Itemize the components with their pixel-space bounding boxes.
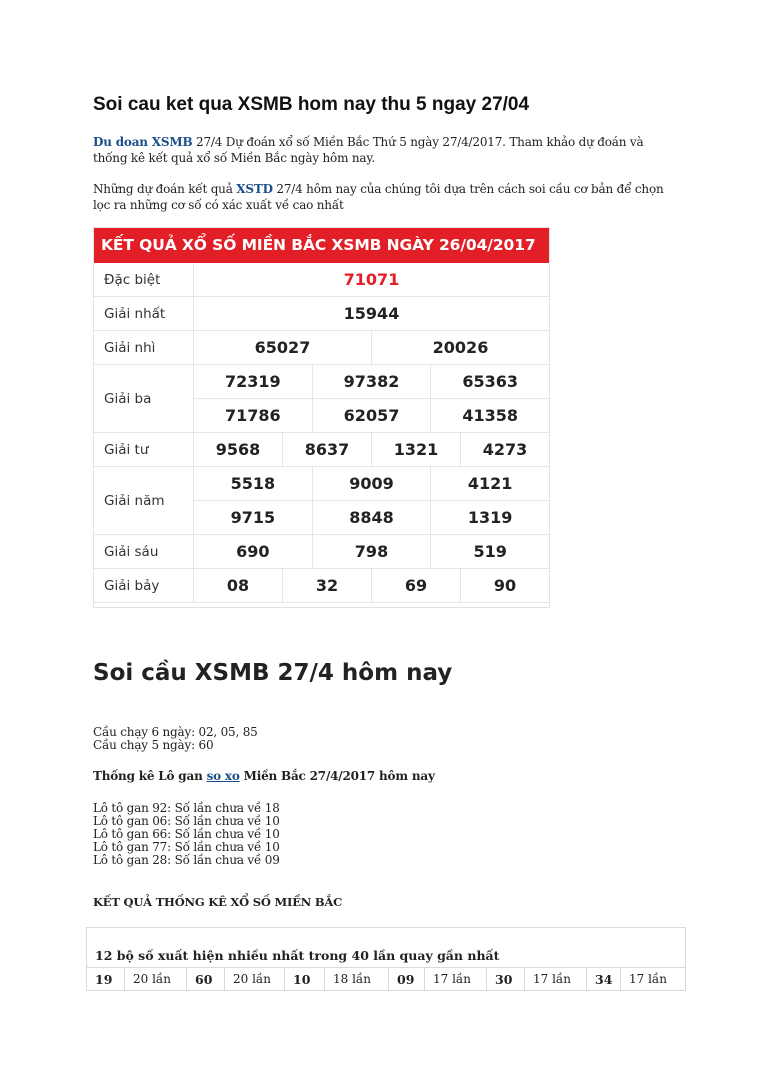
results-row xyxy=(94,331,549,365)
prize-number: 9715 xyxy=(230,508,276,527)
cau-chay-item: Cầu chạy 5 ngày: 60 xyxy=(93,738,214,752)
prize-number: 97382 xyxy=(312,365,431,398)
prize-number: 65027 xyxy=(254,338,311,357)
results-row xyxy=(94,297,549,331)
lo-gan-heading-text-b: Miền Bắc 27/4/2017 hôm nay xyxy=(239,769,435,783)
results-row xyxy=(94,263,549,297)
stat-number: 30 xyxy=(487,968,525,990)
stat-count: 17 lần xyxy=(629,972,668,986)
results-header: KẾT QUẢ XỔ SỐ MIỀN BẮC XSMB NGÀY 26/04/2017 xyxy=(94,228,549,263)
prize-values xyxy=(194,331,549,364)
prize-number: 1321 xyxy=(371,433,460,466)
stat-count: 17 lần xyxy=(425,968,487,990)
lo-gan-item: Lô tô gan 77: Số lần chưa về 10 xyxy=(93,840,280,854)
prize-number: 32 xyxy=(282,569,371,602)
prize-line xyxy=(194,263,549,296)
results-row xyxy=(94,433,549,467)
prize-number: 90 xyxy=(460,569,549,602)
prize-label: Giải ba xyxy=(94,365,194,432)
prize-number: 798 xyxy=(312,535,431,568)
prize-values xyxy=(194,365,549,432)
prize-label: Giải bảy xyxy=(94,569,194,602)
stat-count: 20 lần xyxy=(225,968,285,990)
prize-number: 690 xyxy=(236,542,270,561)
lo-gan-item: Lô tô gan 28: Số lần chưa về 09 xyxy=(93,853,280,867)
prize-number: 1319 xyxy=(430,501,549,534)
prize-line xyxy=(194,433,549,466)
prize-line xyxy=(194,331,549,364)
prize-number: 4273 xyxy=(460,433,549,466)
prize-label: Giải nhì xyxy=(94,331,194,364)
so-xo-link[interactable]: so xo xyxy=(206,769,240,783)
intro-text-2b: 27/4 hôm nay của chúng tôi dựa trên cách soi cầu cơ bản để chọn xyxy=(272,182,664,196)
prize-number: 20026 xyxy=(371,331,549,364)
results-row xyxy=(94,467,549,535)
prize-number: 519 xyxy=(430,535,549,568)
prize-values xyxy=(194,297,549,330)
lo-gan-heading-text: Thống kê Lô gan xyxy=(93,769,207,783)
intro-paragraph xyxy=(93,134,678,166)
intro-text-1b: thống kê kết quả xổ số Miền Bắc ngày hôm nay. xyxy=(93,151,375,165)
stat-number: 34 xyxy=(587,968,621,990)
section-title: Soi cầu XSMB 27/4 hôm nay xyxy=(93,660,453,686)
prize-number: 72319 xyxy=(225,372,281,391)
intro-text-2c: lọc ra những cơ số có xác xuất về cao nhất xyxy=(93,198,344,212)
prize-number: 69 xyxy=(371,569,460,602)
prize-values xyxy=(194,467,549,534)
xstd-link[interactable]: XSTD xyxy=(236,182,273,196)
prize-line xyxy=(194,569,549,602)
prize-number: 41358 xyxy=(430,399,549,432)
prize-number: 08 xyxy=(226,576,250,595)
prize-number: 15944 xyxy=(343,304,400,323)
stat-count: 17 lần xyxy=(525,968,587,990)
prize-number: 8637 xyxy=(282,433,371,466)
prize-values xyxy=(194,535,549,568)
lo-gan-item: Lô tô gan 06: Số lần chưa về 10 xyxy=(93,814,280,828)
prize-number: 65363 xyxy=(430,365,549,398)
stats-heading: KẾT QUẢ THỐNG KÊ XỔ SỐ MIỀN BẮC xyxy=(93,895,343,909)
results-body xyxy=(94,263,549,603)
stats-row xyxy=(87,968,685,990)
lo-gan-item: Lô tô gan 92: Số lần chưa về 18 xyxy=(93,801,280,815)
stat-number: 60 xyxy=(187,968,225,990)
cau-chay-list xyxy=(93,726,258,752)
prize-label: Đặc biệt xyxy=(94,263,194,296)
intro-text-1: 27/4 Dự đoán xổ số Miền Bắc Thứ 5 ngày 27/4/2017. Tham khảo dự đoán và xyxy=(192,135,644,149)
lo-gan-list xyxy=(93,802,280,867)
stats-table xyxy=(86,927,686,991)
prize-number: 71786 xyxy=(225,406,281,425)
results-row xyxy=(94,569,549,603)
results-table-image xyxy=(93,227,550,608)
results-row xyxy=(94,535,549,569)
stat-number: 09 xyxy=(389,968,425,990)
prize-values xyxy=(194,433,549,466)
results-row xyxy=(94,365,549,433)
lo-gan-heading xyxy=(93,770,435,783)
prize-number: 8848 xyxy=(312,501,431,534)
prize-values xyxy=(194,569,549,602)
prize-label: Giải tư xyxy=(94,433,194,466)
stats-caption: 12 bộ số xuất hiện nhiều nhất trong 40 lần quay gần nhất xyxy=(87,928,685,968)
prize-number: 9568 xyxy=(215,440,261,459)
cau-chay-item: Cầu chạy 6 ngày: 02, 05, 85 xyxy=(93,725,258,739)
prize-label: Giải sáu xyxy=(94,535,194,568)
prize-line xyxy=(194,535,549,568)
prize-line xyxy=(194,297,549,330)
intro-text-2a: Những dự đoán kết quả xyxy=(93,182,237,196)
prize-number: 9009 xyxy=(312,467,431,500)
stat-number: 19 xyxy=(87,968,125,990)
prize-number: 62057 xyxy=(312,399,431,432)
stat-count: 18 lần xyxy=(325,968,389,990)
prize-line xyxy=(194,398,549,432)
stat-count: 20 lần xyxy=(125,968,187,990)
prize-number: 71071 xyxy=(343,270,400,289)
prize-number: 4121 xyxy=(430,467,549,500)
prize-line xyxy=(194,467,549,500)
stat-number: 10 xyxy=(285,968,325,990)
page-title: Soi cau ket qua XSMB hom nay thu 5 ngay 27/04 xyxy=(93,94,530,115)
prize-line xyxy=(194,500,549,534)
prediction-paragraph xyxy=(93,181,678,213)
prize-number: 5518 xyxy=(230,474,276,493)
prize-label: Giải nhất xyxy=(94,297,194,330)
prize-values xyxy=(194,263,549,296)
du-doan-xsmb-link[interactable]: Du doan XSMB xyxy=(93,135,193,149)
prize-label: Giải năm xyxy=(94,467,194,534)
prize-line xyxy=(194,365,549,398)
lo-gan-item: Lô tô gan 66: Số lần chưa về 10 xyxy=(93,827,280,841)
